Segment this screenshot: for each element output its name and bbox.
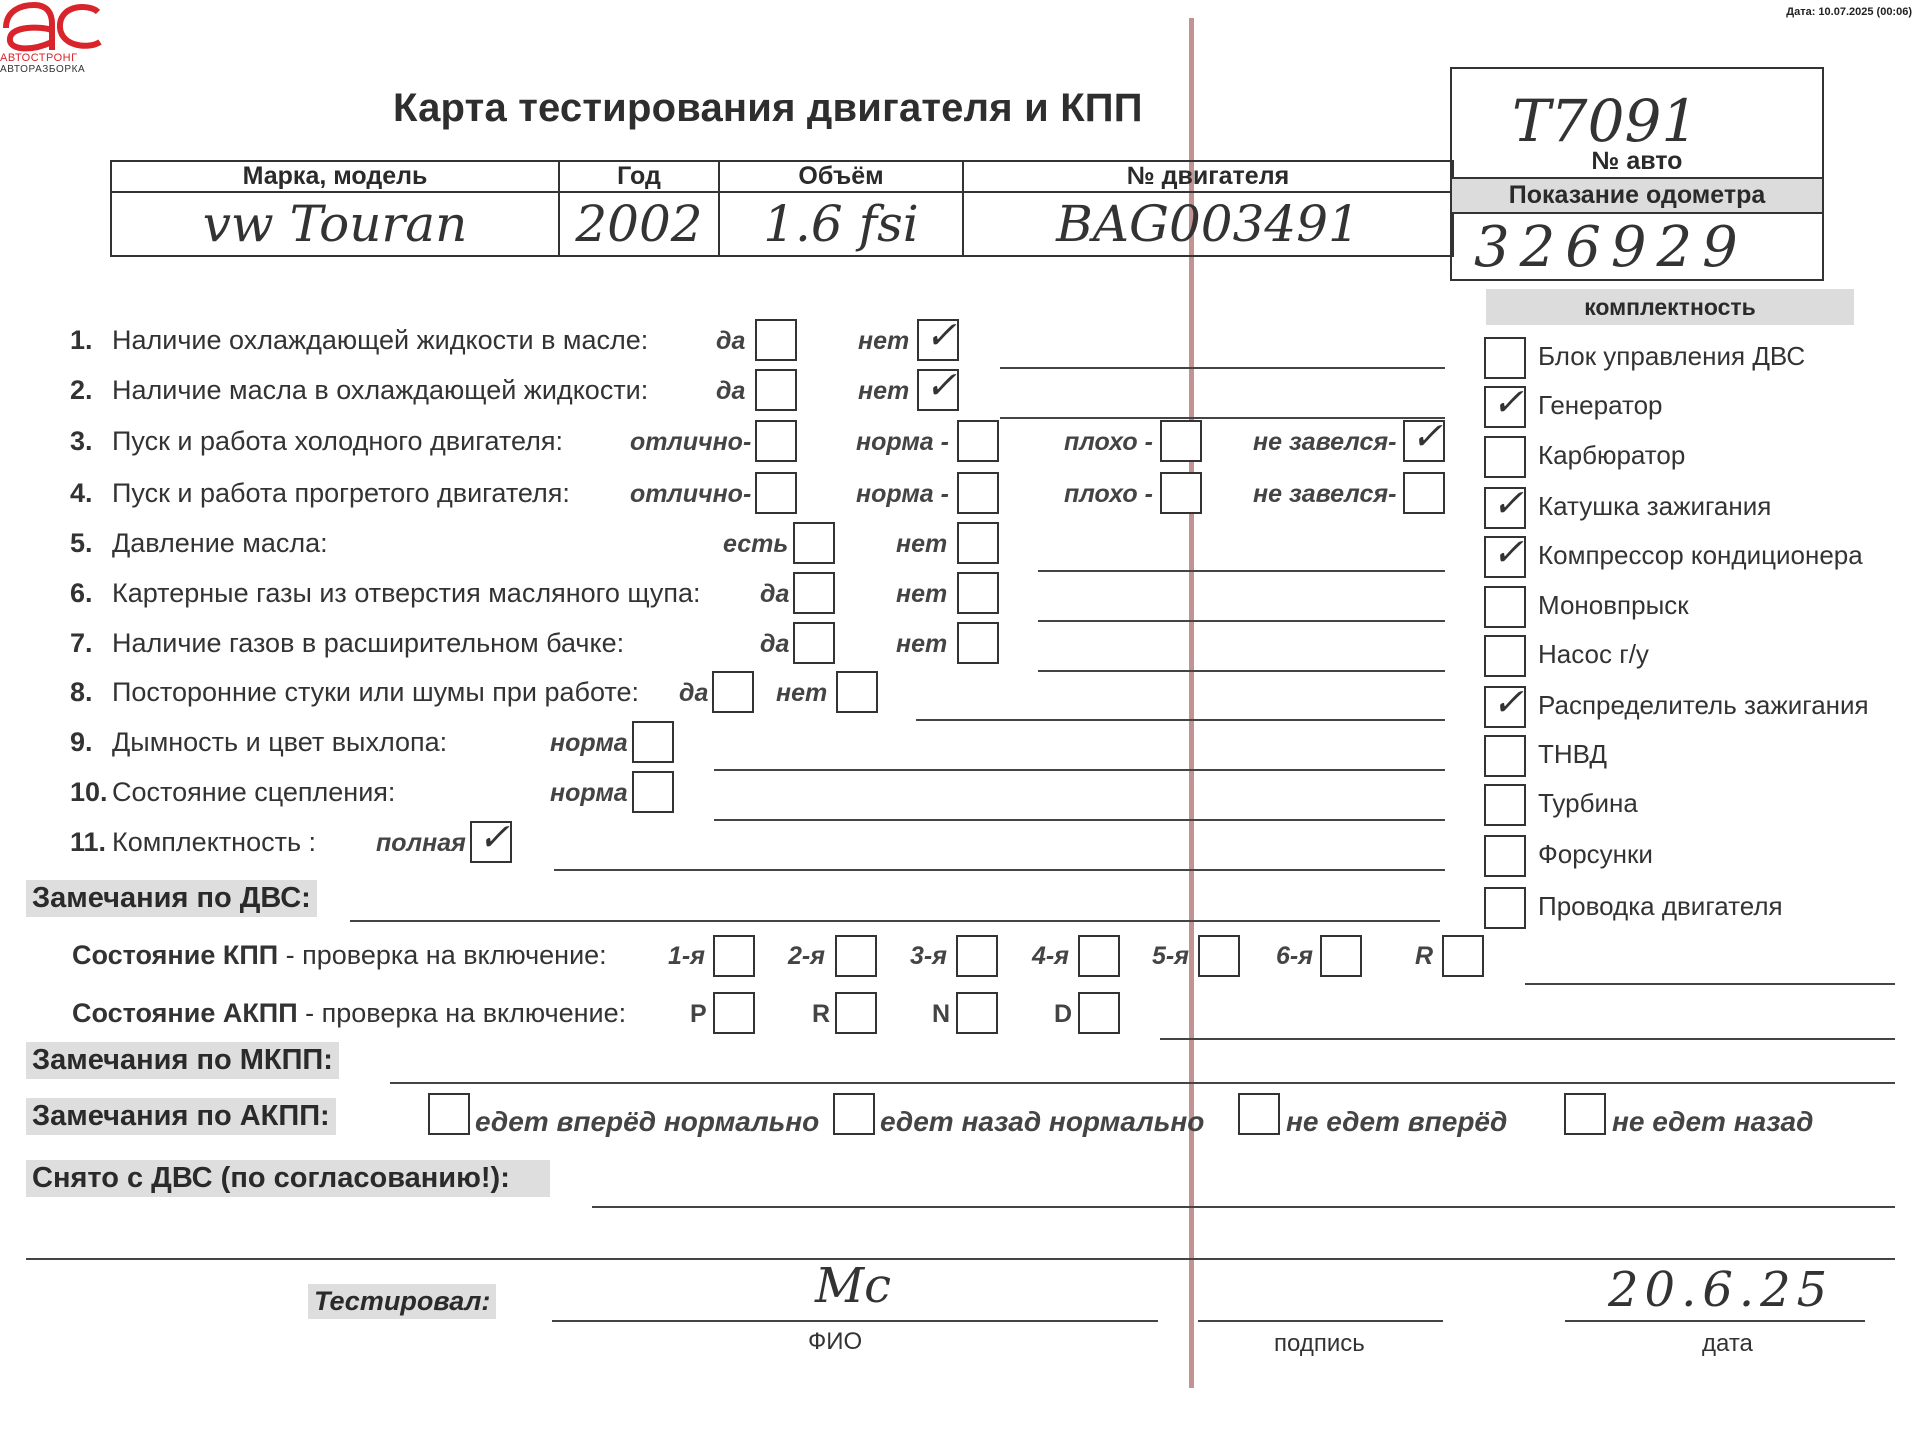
check-number: 2. (70, 375, 93, 405)
akpp-remark-box[interactable] (1564, 1093, 1606, 1135)
check-option-label: норма (550, 729, 628, 757)
check-option-label: плохо - (1064, 428, 1153, 456)
komplekt-header: комплектность (1486, 289, 1854, 325)
komplekt-checkbox[interactable] (1484, 784, 1526, 826)
check-option-label: полная (376, 829, 466, 857)
logo-name: АВТОСТРОНГ (0, 52, 78, 64)
vehicle-table (110, 160, 1454, 257)
check-option-box[interactable] (957, 472, 999, 514)
check-mark: ✓ (925, 365, 957, 407)
header-engine-no: № двигателя (963, 161, 1453, 192)
fio-label: ФИО (808, 1328, 863, 1355)
check-option-box[interactable] (957, 420, 999, 462)
mkpp-remarks-line[interactable] (390, 1082, 1895, 1084)
kpp-gear-box[interactable] (713, 935, 755, 977)
check-number: 10. (70, 777, 108, 807)
check-mark: ✓ (1492, 382, 1524, 424)
check-option-label: нет (896, 530, 948, 558)
mkpp-remarks-label: Замечания по МКПП: (26, 1042, 339, 1079)
komplekt-item: Турбина (1538, 788, 1638, 818)
signature-line[interactable] (1198, 1320, 1443, 1322)
akpp-label-bold: Состояние АКПП (72, 998, 298, 1028)
check-number: 5. (70, 528, 93, 558)
akpp-mode-label: N (932, 1000, 951, 1028)
check-text: Пуск и работа холодного двигателя: (112, 426, 563, 456)
check-option-box[interactable] (836, 671, 878, 713)
check-remark-line[interactable] (714, 819, 1445, 821)
akpp-label (72, 998, 626, 1029)
check-mark: ✓ (1411, 416, 1443, 458)
check-option-label: отлично- (630, 428, 752, 456)
kpp-gear-label: 2-я (788, 942, 825, 970)
check-option-label: есть (723, 530, 789, 558)
check-option-label: да (716, 327, 746, 355)
komplekt-item: Карбюратор (1538, 440, 1686, 470)
value-volume[interactable]: 1.6 fsi (719, 192, 963, 256)
komplekt-item: Блок управления ДВС (1538, 341, 1806, 371)
header-volume: Объём (719, 161, 963, 192)
komplekt-checkbox[interactable] (1484, 586, 1526, 628)
check-option-box[interactable] (917, 365, 959, 411)
akpp-mode-box[interactable] (1078, 992, 1120, 1034)
check-number: 7. (70, 628, 93, 658)
autostrong-logo (0, 0, 105, 55)
komplekt-item: Катушка зажигания (1538, 491, 1772, 521)
check-option-label: нет (858, 377, 910, 405)
akpp-remark-label: едет вперёд нормально (475, 1106, 820, 1137)
komplekt-item: Форсунки (1538, 839, 1653, 869)
check-option-box[interactable] (712, 671, 754, 713)
page-title: Карта тестирования двигателя и КПП (393, 86, 1143, 130)
akpp-mode-box[interactable] (956, 992, 998, 1034)
check-option-box[interactable] (957, 572, 999, 614)
check-option-box[interactable] (1160, 472, 1202, 514)
kpp-gear-label: 5-я (1152, 942, 1189, 970)
check-number: 4. (70, 478, 93, 508)
check-number: 8. (70, 677, 93, 707)
auto-box (1450, 67, 1824, 281)
kpp-gear-box[interactable] (1078, 935, 1120, 977)
kpp-line[interactable] (1525, 983, 1895, 985)
komplekt-item: Насос г/у (1538, 639, 1649, 669)
akpp-mode-box[interactable] (713, 992, 755, 1034)
komplekt-checkbox[interactable] (1484, 483, 1526, 529)
check-option-label: да (760, 630, 790, 658)
check-mark: ✓ (925, 315, 957, 357)
kpp-label-bold: Состояние КПП (72, 940, 279, 970)
check-text: Посторонние стуки или шумы при работе: (112, 677, 639, 707)
check-option-box[interactable] (793, 522, 835, 564)
check-option-box[interactable] (632, 721, 674, 763)
date-line[interactable] (1565, 1320, 1865, 1322)
check-number: 9. (70, 727, 93, 757)
check-option-label: нет (858, 327, 910, 355)
check-mark: ✓ (478, 817, 510, 859)
kpp-gear-label: 6-я (1276, 942, 1313, 970)
check-option-label: не завелся- (1253, 428, 1397, 456)
value-model[interactable]: vw Touran (111, 192, 559, 256)
akpp-remarks-label: Замечания по АКПП: (26, 1098, 336, 1135)
komplekt-checkbox[interactable] (1484, 735, 1526, 777)
check-option-label: норма (550, 779, 628, 807)
kpp-gear-label: 4-я (1032, 942, 1069, 970)
check-text: Наличие газов в расширительном бачке: (112, 628, 625, 658)
check-option-label: плохо - (1064, 480, 1153, 508)
check-number: 1. (70, 325, 93, 355)
kpp-label-rest: - проверка на включение: (278, 940, 607, 970)
fio-line[interactable] (552, 1320, 1158, 1322)
check-option-label: норма - (856, 480, 949, 508)
check-option-box[interactable] (917, 315, 959, 361)
kpp-gear-box[interactable] (835, 935, 877, 977)
header-model: Марка, модель (111, 161, 559, 192)
check-text: Комплектность : (112, 827, 317, 857)
komplekt-checkbox[interactable] (1484, 337, 1526, 379)
check-option-label: нет (896, 580, 948, 608)
logo-subtitle: АВТОРАЗБОРКА (0, 64, 86, 75)
check-mark: ✓ (1492, 532, 1524, 574)
check-text: Наличие масла в охлаждающей жидкости: (112, 375, 649, 405)
check-remark-line[interactable] (1000, 417, 1445, 419)
date-stamp: Дата: 10.07.2025 (00:06) (1786, 6, 1912, 18)
removed-label: Снято с ДВС (по согласованию!): (26, 1160, 550, 1197)
check-remark-line[interactable] (1038, 620, 1445, 622)
komplekt-item: Проводка двигателя (1538, 891, 1783, 921)
auto-number[interactable]: T7091 (1512, 87, 1699, 155)
check-remark-line[interactable] (1038, 670, 1445, 672)
check-remark-line[interactable] (1038, 570, 1445, 572)
komplekt-checkbox[interactable] (1484, 436, 1526, 478)
kpp-gear-label: R (1415, 942, 1434, 970)
check-option-label: норма - (856, 428, 949, 456)
check-number: 11. (70, 827, 107, 857)
check-remark-line[interactable] (554, 869, 1445, 871)
komplekt-item: Компрессор кондиционера (1538, 540, 1863, 570)
tested-label: Тестировал: (308, 1284, 496, 1319)
check-option-box[interactable] (1160, 420, 1202, 462)
dvs-remarks-line[interactable] (350, 920, 1440, 922)
dvs-remarks-label: Замечания по ДВС: (26, 880, 317, 917)
auto-number-label: № авто (1591, 147, 1683, 175)
check-text: Картерные газы из отверстия масляного щупа: (112, 578, 701, 608)
akpp-label-rest: - проверка на включение: (297, 998, 627, 1028)
check-remark-line[interactable] (916, 719, 1445, 721)
odometer-label: Показание одометра (1452, 177, 1822, 214)
check-remark-line[interactable] (714, 769, 1445, 771)
date-label: дата (1702, 1330, 1753, 1357)
akpp-line[interactable] (1160, 1038, 1895, 1040)
check-option-label: нет (776, 679, 828, 707)
komplekt-checkbox[interactable] (1484, 835, 1526, 877)
check-remark-line[interactable] (1000, 367, 1445, 369)
komplekt-item: ТНВД (1538, 739, 1608, 769)
check-text: Состояние сцепления: (112, 777, 396, 807)
check-option-box[interactable] (1403, 472, 1445, 514)
check-option-label: не завелся- (1253, 480, 1397, 508)
check-option-box[interactable] (957, 522, 999, 564)
removed-line-2[interactable] (26, 1258, 1895, 1260)
check-option-box[interactable] (1403, 416, 1445, 462)
check-option-box[interactable] (632, 771, 674, 813)
check-option-box[interactable] (755, 369, 797, 411)
komplekt-item: Генератор (1538, 390, 1663, 420)
check-option-box[interactable] (470, 817, 512, 863)
kpp-gear-box[interactable] (1198, 935, 1240, 977)
check-text: Пуск и работа прогретого двигателя: (112, 478, 570, 508)
komplekt-checkbox[interactable] (1484, 382, 1526, 428)
komplekt-checkbox[interactable] (1484, 635, 1526, 677)
check-mark: ✓ (1492, 483, 1524, 525)
check-option-box[interactable] (793, 572, 835, 614)
akpp-mode-box[interactable] (835, 992, 877, 1034)
check-number: 3. (70, 426, 93, 456)
date-value[interactable]: 20.6.25 (1608, 1262, 1834, 1318)
check-option-box[interactable] (755, 420, 797, 462)
odometer-value[interactable]: 326929 (1474, 215, 1748, 280)
akpp-remark-label: не едет назад (1612, 1106, 1814, 1137)
check-option-box[interactable] (957, 622, 999, 664)
akpp-remark-box[interactable] (1238, 1093, 1280, 1135)
check-option-label: да (679, 679, 709, 707)
check-mark: ✓ (1492, 682, 1524, 724)
header-year: Год (559, 161, 719, 192)
komplekt-checkbox[interactable] (1484, 682, 1526, 728)
check-option-label: да (716, 377, 746, 405)
check-option-box[interactable] (755, 319, 797, 361)
check-text: Наличие охлаждающей жидкости в масле: (112, 325, 649, 355)
check-option-label: отлично- (630, 480, 752, 508)
komplekt-item: Моновпрыск (1538, 590, 1689, 620)
check-option-box[interactable] (755, 472, 797, 514)
akpp-mode-label: P (690, 1000, 707, 1028)
check-text: Дымность и цвет выхлопа: (112, 727, 448, 757)
akpp-remark-label: не едет вперёд (1286, 1106, 1508, 1137)
check-number: 6. (70, 578, 93, 608)
removed-line[interactable] (592, 1206, 1895, 1208)
kpp-gear-label: 3-я (910, 942, 947, 970)
signature-label: подпись (1274, 1330, 1365, 1357)
komplekt-item: Распределитель зажигания (1538, 690, 1869, 720)
check-option-label: да (760, 580, 790, 608)
akpp-mode-label: R (812, 1000, 831, 1028)
akpp-remark-box[interactable] (428, 1093, 470, 1135)
check-option-label: нет (896, 630, 948, 658)
komplekt-checkbox[interactable] (1484, 887, 1526, 929)
fio-value[interactable]: Mc (815, 1258, 892, 1314)
kpp-gear-box[interactable] (1442, 935, 1484, 977)
kpp-gear-box[interactable] (1320, 935, 1362, 977)
check-option-box[interactable] (793, 622, 835, 664)
kpp-gear-label: 1-я (668, 942, 705, 970)
value-engine-no[interactable]: BAG003491 (963, 192, 1453, 256)
komplekt-checkbox[interactable] (1484, 532, 1526, 578)
kpp-label (72, 940, 607, 971)
akpp-mode-label: D (1054, 1000, 1073, 1028)
check-text: Давление масла: (112, 528, 328, 558)
akpp-remark-box[interactable] (833, 1093, 875, 1135)
kpp-gear-box[interactable] (956, 935, 998, 977)
value-year[interactable]: 2002 (559, 192, 719, 256)
akpp-remark-label: едет назад нормально (880, 1106, 1205, 1137)
